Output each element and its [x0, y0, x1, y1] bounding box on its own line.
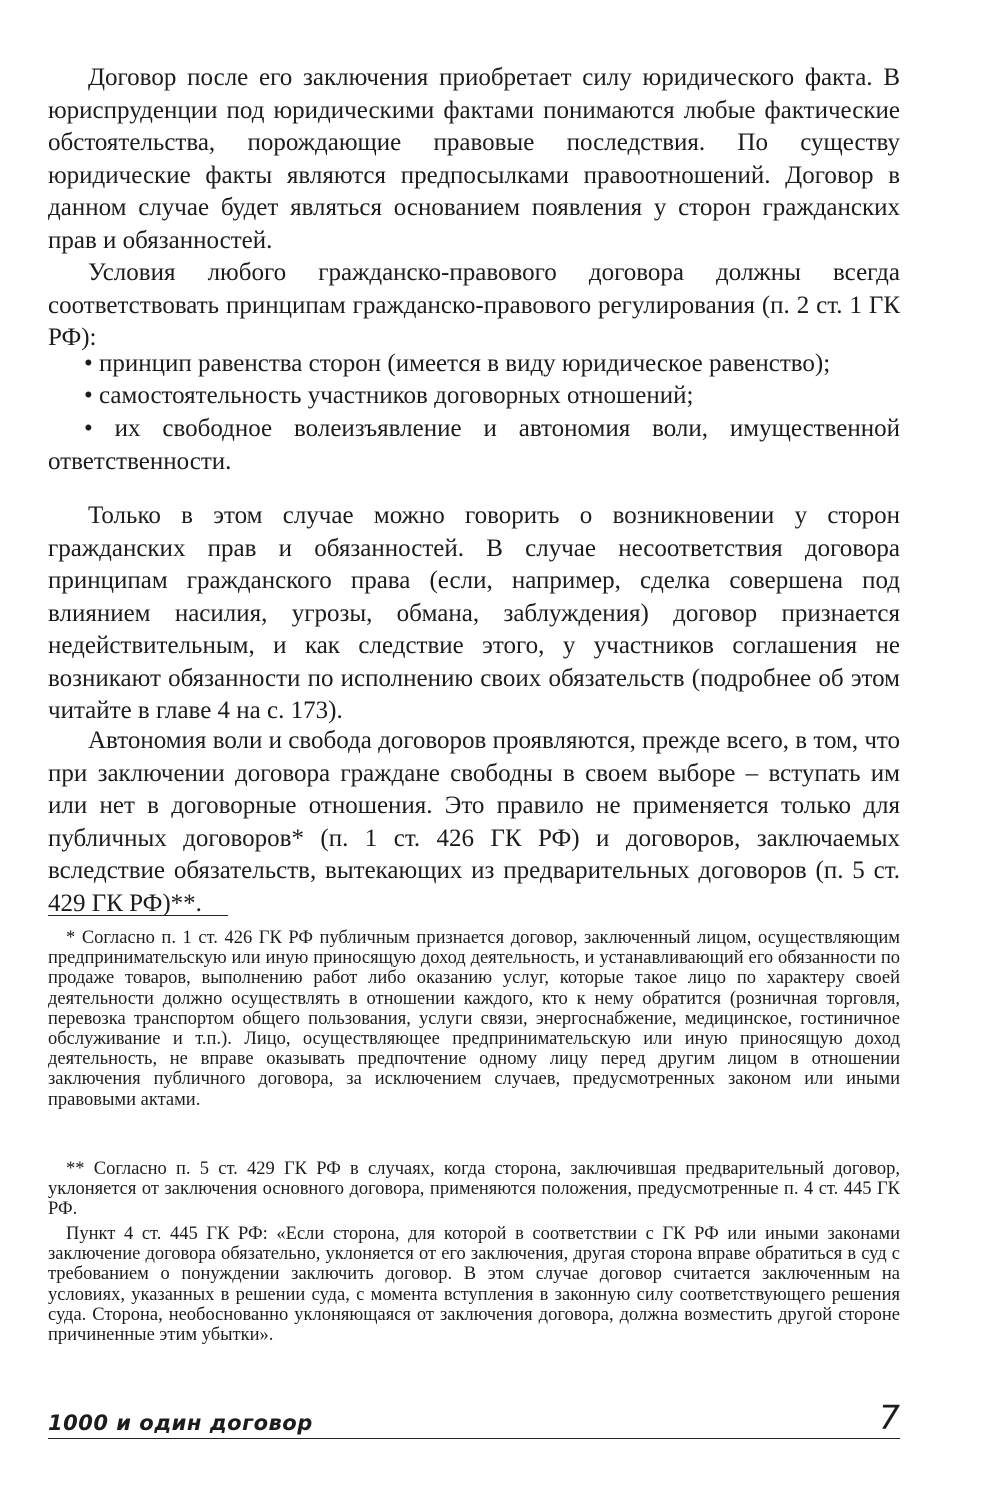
paragraph-legal-fact: Договор после его заключения приобретает силу юридического факта. В юриспруденции под юридическими фактами понимаются любые фактические обстоятельства, порождающие правовые последствия. По существу юридические факты являются предпосылками правоотношений. Договор в данном случае будет являться основанием появления у сторон гражданских прав и обязанностей. — [48, 64, 900, 254]
footnote-preliminary-contract: ** Согласно п. 5 ст. 429 ГК РФ в случаях, когда сторона, заключившая предварительный договор, уклоняется от заключения основного договора, применяются положения, предусмотренные п. 4 ст. 445 ГК РФ. — [48, 1159, 900, 1220]
bullet-independence: • самостоятельность участников договорных отношений; — [84, 382, 694, 409]
running-footer — [48, 1398, 900, 1439]
paragraph-freedom-of-contract: Автономия воли и свобода договоров проявляются, прежде всего, в том, что при заключении договора граждане свободны в своем выборе – вступать им или нет в договорные отношения. Это правило не применяется только для публичных договоров* (п. 1 ст. 426 ГК РФ) и договоров, заключаемых вследствие обязательств, вытекающих из предварительных договоров (п. 5 ст. 429 ГК РФ)**. — [48, 727, 900, 917]
paragraph-invalidity: Только в этом случае можно говорить о возникновении у сторон гражданских прав и обязанностей. В случае несоответствия договора принципам гражданского права (если, например, сделка совершена под влиянием насилия, угрозы, обмана, заблуждения) договор признается недействительным, и как следствие этого, у участников соглашения не возникают обязанности по исполнению своих обязательств (подробнее об этом читайте в главе 4 на с. 173). — [48, 502, 900, 724]
bullet-free-will: • их свободное волеизъявление и автономия воли, имущественной ответственности. — [48, 415, 900, 475]
page-number: 7 — [879, 1398, 900, 1437]
footnote-public-contract: * Согласно п. 1 ст. 426 ГК РФ публичным признается договор, заключенный лицом, осуществляющим предпринимательскую или иную приносящую доход деятельность, и устанавливающий его обязанности по продаже товаров, выполнению работ либо оказанию услуг, которые такое лицо по характеру своей деятельности должно осуществлять в отношении каждого, кто к нему обратится (розничная торговля, перевозка транспортом общего пользования, услуги связи, энергоснабжение, медицинское, гостиничное обслуживание и т.п.). Лицо, осуществляющее предпринимательскую или иную приносящую доход деятельность, не вправе оказывать предпочтение одному лицу перед другим лицом в отношении заключения публичного договора, за исключением случаев, предусмотренных законом или иными правовыми актами. — [48, 928, 900, 1110]
paragraph-contract-conditions: Условия любого гражданско-правового договора должны всегда соответствовать принципам гражданско-правового регулирования (п. 2 ст. 1 ГК РФ): — [48, 259, 900, 351]
footnote-divider — [48, 915, 228, 916]
bullet-equality-principle: • принцип равенства сторон (имеется в виду юридическое равенство); — [84, 350, 831, 377]
book-title: 1000 и один договор — [48, 1411, 313, 1435]
footnote-article-445: Пункт 4 ст. 445 ГК РФ: «Если сторона, для которой в соответствии с ГК РФ или иными законами заключение договора обязательно, уклоняется от его заключения, другая сторона вправе обратиться в суд с требованием о понуждении заключить договор. В этом случае договор считается заключенным на условиях, указанных в решении суда, с момента вступления в законную силу соответствующего решения суда. Сторона, необоснованно уклоняющаяся от заключения договора, должна возместить другой стороне причиненные этим убытки». — [48, 1224, 900, 1346]
